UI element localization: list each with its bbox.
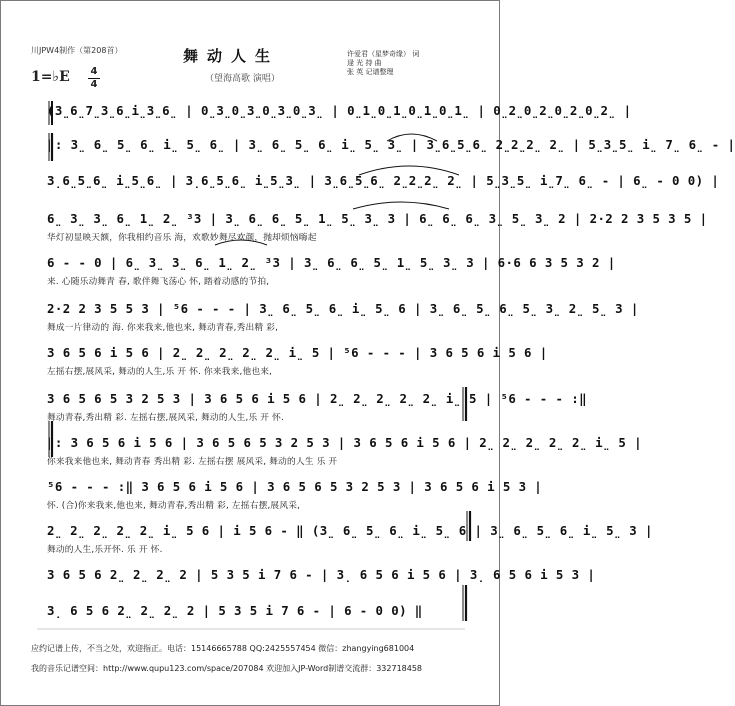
score-line-1-notes: (3̤6̤7̤3̤6̤i̤3̤6̤ | 0̤3̤0̤3̤0̤3̤0̤3̤ | 0̤1̤0̤1̤0̤1̤0̤1̤ | 0̤2̤0̤2̤0̤2̤0̤2̤ | <box>47 103 632 118</box>
score-line-12-notes: 3 6 5 6 2̤ 2̤ 2̤ 2 | 5 3 5 i 7 6 - | 3̣ 6 5 6 i 5 6 | 3̣ 6 5 6 i 5 3 | <box>47 567 596 582</box>
score-line-7-notes: 3 6 5 6 i 5 6 | 2̤ 2̤ 2̤ 2̤ 2̤ i̤ 5 | ⁵6 - - - | 3 6 5 6 i 5 6 | <box>47 345 548 360</box>
meter-bottom: 4 <box>90 79 98 90</box>
score-line-9-notes: ‖: 3 6 5 6 i 5 6 | 3 6 5 6 5 3 2 5 3 | 3 6 5 6 i 5 6 | 2̤ 2̤ 2̤ 2̤ 2̤ i̤ 5 | <box>47 435 642 450</box>
performer-subtitle: （望海高歌 演唱） <box>205 74 280 84</box>
score-line-6-lyrics: 舞成一片律动的 海. 你来我来,他也来, 舞动青春,秀出精 彩, <box>47 323 279 333</box>
score-line-8-notes: 3 6 5 6 5 3 2 5 3 | 3 6 5 6 i 5 6 | 2̤ 2̤ 2̤ 2̤ 2̤ i̤ 5 | ⁵6 - - - :‖ <box>47 391 587 406</box>
score-line-10-notes: ⁵6 - - - :‖ 3 6 5 6 i 5 6 | 3 6 5 6 5 3 2 5 3 | 3 6 5 6 i 5 3 | <box>47 479 543 494</box>
score-line-11-notes: 2̤ 2̤ 2̤ 2̤ 2̤ i̤ 5 6 | i 5 6 - ‖ (3̤ 6̤ 5̤ 6̤ i̤ 5̤ 6 | 3̤ 6̤ 5̤ 6̤ i̤ 5̤ 3 | <box>47 523 653 538</box>
score-line-7-lyrics: 左摇右摆,展风采, 舞动的人生,乐 开 怀. 你来我来,他也来, <box>47 367 273 377</box>
footer-contact: 应约记谱上传，不当之处，欢迎指正。电话：15146665788 QQ:2425557454 微信：zhangying681004 <box>31 644 415 653</box>
lyricist-credit: 许爱君（星梦奇缘） 词 <box>347 50 420 58</box>
score-line-3-notes: 3̣6̤5̤6̤ i̤5̤6̤ | 3̣6̤5̤6̤ i̤5̤3̤ | 3̤6̤5̤6̤ 2̤2̤2̤ 2̤ | 5̤3̤5̤ i̤7̤ 6̤ - | 6̤ - 0 0) | <box>47 173 720 188</box>
score-line-4-notes: 6̤ 3̤ 3̤ 6̤ 1̤ 2̤ ³3 | 3̤ 6̤ 6̤ 5̤ 1̤ 5̤ 3̤ 3 | 6̤ 6̤ 6̤ 3̤ 5̤ 3̤ 2 | 2·2 2 3 5 3 5 | <box>47 211 708 226</box>
score-line-2-notes: ‖: 3̤ 6̤ 5̤ 6̤ i̤ 5̤ 6̤ | 3̤ 6̤ 5̤ 6̤ i̤ 5̤ 3̤ | 3̤6̤5̤6̤ 2̤2̤2̤ 2̤ | 5̤3̤5̤ i̤ 7̤ 6̤ - | <box>47 137 735 152</box>
time-signature <box>86 67 102 90</box>
score-line-6-notes: 2·2 2 3 5 5 3 | ⁵6 - - - | 3̤ 6̤ 5̤ 6̤ i̤ 5̤ 6 | 3̤ 6̤ 5̤ 6̤ 5̤ 3̤ 2̤ 5̤ 3 | <box>47 301 639 316</box>
credit-label: 川JPW4制作（第208首） <box>31 46 123 55</box>
footer-space: 我的音乐记谱空间：http://www.qupu123.com/space/207084 欢迎加入JP-Word制谱交流群：332718458 <box>31 664 423 673</box>
score-line-10-lyrics: 怀. (合)你来我来,他也来, 舞动青春,秀出精 彩, 左摇右摆,展风采, <box>47 501 301 511</box>
score-line-5-notes: 6 - - 0 | 6̤ 3̤ 3̤ 6̤ 1̤ 2̤ ³3 | 3̤ 6̤ 6̤ 5̤ 1̤ 5̤ 3̤ 3 | 6·6 6 3 5 3 2 | <box>47 255 616 270</box>
score-line-9-lyrics: 你来我来他也来, 舞动青春 秀出精 彩. 左摇右摆 展风采, 舞动的人生 乐 开 <box>47 457 338 467</box>
score-line-13-notes: 3̣ 6 5 6 2̤ 2̤ 2̤ 2 | 5 3 5 i 7 6 - | 6 - 0 0) ‖ <box>47 603 423 618</box>
key-signature: 1=♭E <box>31 69 70 85</box>
song-title: 舞动人生 <box>183 47 280 65</box>
score-line-8-lyrics: 舞动青春,秀出精 彩. 左摇右摆,展风采, 舞动的人生,乐 开 怀. <box>47 413 284 423</box>
transcriber-credit: 张 英 记谱整理 <box>347 68 394 76</box>
composer-credit: 逯 光 持 曲 <box>347 59 382 67</box>
score-line-4-lyrics: 华灯初显映天额，你我相约音乐 海，欢歌妙舞尽欢颜，抛却烦恼嗨起 <box>47 233 317 243</box>
score-line-11-lyrics: 舞动的人生,乐开怀. 乐 开 怀. <box>47 545 163 555</box>
meter-top: 4 <box>90 66 98 77</box>
score-line-5-lyrics: 来. 心随乐动舞青 春, 歌伴舞飞荡心 怀, 踏着动感的节拍, <box>47 277 270 287</box>
